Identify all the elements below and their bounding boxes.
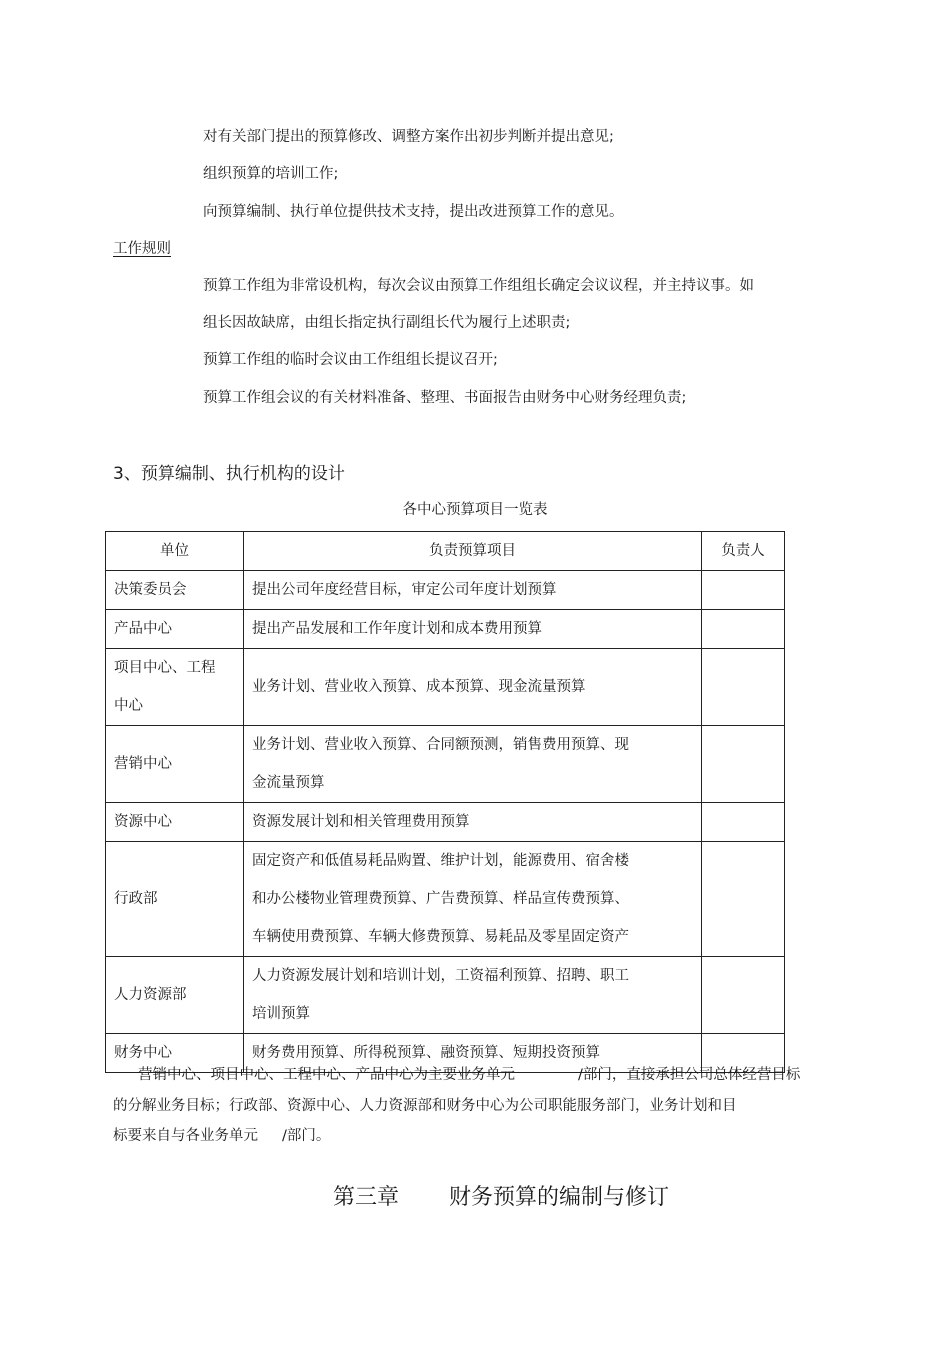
owner-cell [702, 571, 785, 610]
items-cell [244, 803, 702, 842]
duty-line-1: 对有关部门提出的预算修改、调整方案作出初步判断并提出意见; [203, 129, 614, 145]
budget-items-table [105, 531, 785, 1073]
table-row [106, 957, 785, 1034]
owner-cell [702, 842, 785, 957]
chapter-number: 第三章 [333, 1185, 400, 1210]
owner-cell [702, 610, 785, 649]
items-text: 和办公楼物业管理费预算、广告费预算、样品宣传费预算、 [252, 891, 629, 907]
items-cell [244, 957, 702, 1034]
unit-text: 中心 [114, 698, 143, 714]
unit-text: 行政部 [114, 891, 158, 907]
owner-cell [702, 803, 785, 842]
owner-cell [702, 649, 785, 726]
unit-text: 财务中心 [114, 1045, 172, 1061]
unit-cell [106, 957, 244, 1034]
items-text: 人力资源发展计划和培训计划，工资福利预算、招聘、职工 [252, 968, 629, 984]
section-3-heading: 3、预算编制、执行机构的设计 [113, 464, 345, 484]
unit-cell [106, 610, 244, 649]
items-text: 提出公司年度经营目标，审定公司年度计划预算 [252, 582, 557, 598]
unit-cell [106, 726, 244, 803]
work-rule-line-4: 预算工作组会议的有关材料准备、整理、书面报告由财务中心财务经理负责; [203, 390, 687, 406]
table-row [106, 649, 785, 726]
owner-cell [702, 957, 785, 1034]
items-text: 固定资产和低值易耗品购置、维护计划，能源费用、宿舍楼 [252, 853, 629, 869]
table-row [106, 610, 785, 649]
table-row [106, 571, 785, 610]
note-line-1a: 营销中心、项目中心、工程中心、产品中心为主要业务单元 [138, 1067, 515, 1083]
note-line-3b: /部门。 [282, 1128, 331, 1144]
unit-cell [106, 649, 244, 726]
unit-cell [106, 571, 244, 610]
items-cell [244, 726, 702, 803]
work-rules-heading: 工作规则 [113, 241, 171, 257]
work-rule-line-3: 预算工作组的临时会议由工作组组长提议召开; [203, 352, 498, 368]
note-line-3a: 标要来自与各业务单元 [113, 1128, 258, 1144]
work-rule-line-1: 预算工作组为非常设机构，每次会议由预算工作组组长确定会议议程，并主持议事。如 [203, 278, 754, 294]
table-row [106, 803, 785, 842]
table-row [106, 842, 785, 957]
unit-text: 人力资源部 [114, 987, 187, 1003]
items-cell [244, 649, 702, 726]
items-text: 培训预算 [252, 1006, 310, 1022]
header-budget-items: 负责预算项目 [244, 532, 702, 571]
note-line-1b: /部门，直接承担公司总体经营目标 [578, 1067, 801, 1083]
items-text: 车辆使用费预算、车辆大修费预算、易耗品及零星固定资产 [252, 929, 629, 945]
duty-line-3: 向预算编制、执行单位提供技术支持，提出改进预算工作的意见。 [203, 204, 624, 220]
work-rule-line-2: 组长因故缺席，由组长指定执行副组长代为履行上述职责; [203, 315, 571, 331]
items-text: 提出产品发展和工作年度计划和成本费用预算 [252, 621, 542, 637]
chapter-title: 财务预算的编制与修订 [449, 1185, 670, 1210]
table-row [106, 726, 785, 803]
unit-text: 决策委员会 [114, 582, 187, 598]
table-caption: 各中心预算项目一览表 [402, 502, 548, 518]
table-header-row [106, 532, 785, 571]
items-cell [244, 842, 702, 957]
duty-line-2: 组织预算的培训工作; [203, 166, 339, 182]
items-text: 业务计划、营业收入预算、合同额预测，销售费用预算、现 [252, 737, 629, 753]
items-cell [244, 610, 702, 649]
items-cell [244, 571, 702, 610]
header-owner: 负责人 [702, 532, 785, 571]
unit-text: 资源中心 [114, 814, 172, 830]
note-line-2: 的分解业务目标；行政部、资源中心、人力资源部和财务中心为公司职能服务部门，业务计划和目 [113, 1098, 737, 1114]
header-unit: 单位 [106, 532, 244, 571]
unit-text: 项目中心、工程 [114, 660, 216, 676]
unit-cell [106, 803, 244, 842]
items-text: 财务费用预算、所得税预算、融资预算、短期投资预算 [252, 1045, 600, 1061]
unit-text: 营销中心 [114, 756, 172, 772]
unit-text: 产品中心 [114, 621, 172, 637]
owner-cell [702, 726, 785, 803]
items-text: 资源发展计划和相关管理费用预算 [252, 814, 470, 830]
items-text: 业务计划、营业收入预算、成本预算、现金流量预算 [252, 679, 586, 695]
unit-cell [106, 842, 244, 957]
items-text: 金流量预算 [252, 775, 325, 791]
